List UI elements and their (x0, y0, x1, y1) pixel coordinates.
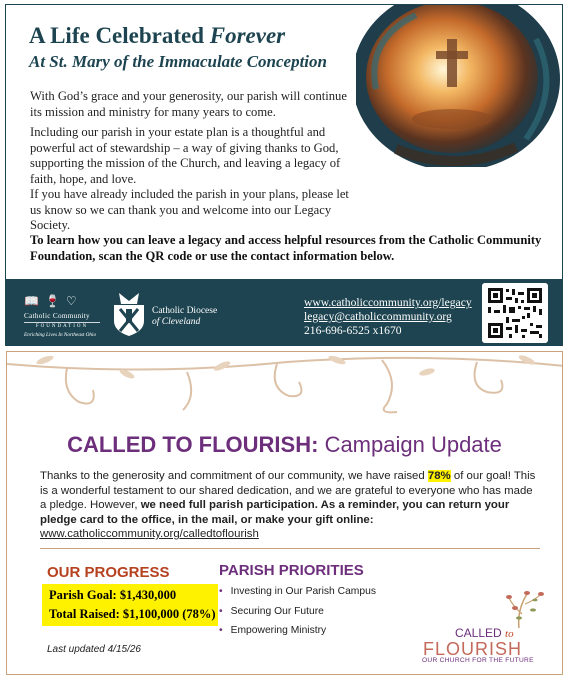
bullet-icon: • (219, 625, 223, 636)
campaign-body: Thanks to the generosity and commitment of our community, we have raised 78% of our goal! This is a wonderful testament to our shared dedication, and we are grateful to everyone who has made a pledge. However, we need full parish participation. As a reminder, you can return your pledge card to the office, in the mail, or make your gift online: www.catholiccommunity.org/calledtoflourish (40, 470, 536, 540)
legacy-call-to-action: To learn how you can leave a legacy and access helpful resources from the Catholic Community Foundation, scan the QR code or use the contact information below. (30, 233, 542, 263)
progress-heading: OUR PROGRESS (47, 564, 170, 581)
ccf-tagline: Enriching Lives In Northeast Ohio (24, 332, 97, 338)
logo-to: to (505, 628, 514, 640)
logo-called: CALLED (455, 626, 502, 640)
logo-tagline: OUR CHURCH FOR THE FUTURE (422, 657, 534, 664)
priorities-list (219, 586, 376, 645)
legacy-title: A Life Celebrated Forever (29, 23, 286, 48)
list-item: • Empowering Ministry (219, 625, 327, 636)
list-item: • Securing Our Future (219, 605, 324, 617)
email-link[interactable]: legacy@catholiccommunity.org (304, 310, 452, 323)
diocese-seal-icon (110, 291, 148, 337)
campaign-title: CALLED TO FLOURISH: Campaign Update (67, 432, 502, 457)
progress-box (42, 584, 218, 626)
list-item: • Investing in Our Parish Campus (219, 586, 376, 597)
bullet-icon: • (219, 586, 223, 597)
branch-icon (419, 588, 552, 628)
legacy-subtitle: At St. Mary of the Immaculate Conception (29, 52, 327, 71)
percent-highlight: 78% (427, 470, 451, 482)
diocese-name: Catholic Diocese of Cleveland (152, 306, 218, 327)
vine-ornament (7, 352, 563, 422)
priorities-heading: PARISH PRIORITIES (219, 562, 364, 579)
last-updated: Last updated 4/15/26 (47, 644, 141, 655)
ccf-foundation: FOUNDATION (35, 324, 89, 329)
campaign-url-link[interactable]: www.catholiccommunity.org/calledtoflourish (40, 528, 259, 540)
contact-info (304, 296, 472, 338)
book-icon: 📖 (24, 293, 39, 308)
parish-goal: Parish Goal: $1,430,000 (49, 588, 177, 602)
campaign-section (6, 351, 563, 675)
divider (40, 548, 540, 549)
ccf-name: Catholic Community (24, 312, 100, 323)
cave-cross-illustration (356, 4, 563, 167)
contact-band (6, 279, 562, 346)
total-raised: Total Raised: $1,100,000 (78%) (49, 607, 216, 621)
legacy-paragraph: With God’s grace and your generosity, our parish will continue its mission and ministry for many years to come. (30, 89, 347, 119)
legacy-paragraph: Including our parish in your estate plan is a thoughtful and powerful act of stewardship – a way of giving thanks to God, supporting the mission of the Church, and leaving a legacy of faith, hope, and love. (30, 125, 341, 186)
chalice-icon: 🍷 (44, 293, 60, 308)
heart-hands-icon: ♡ (65, 293, 77, 308)
phone-number: 216-696-6525 x1670 (304, 324, 402, 337)
called-to-flourish-logo (419, 588, 552, 666)
bullet-icon: • (219, 605, 223, 617)
catholic-community-foundation-logo (24, 293, 100, 338)
qr-code[interactable] (482, 283, 548, 343)
legacy-paragraph: If you have already included the parish in your plans, please let us know so we can thank you and welcome into our Legacy Society. (30, 187, 349, 232)
logo-flourish: FLOURISH (423, 639, 523, 659)
legacy-section (5, 4, 563, 346)
website-link[interactable]: www.catholiccommunity.org/legacy (304, 296, 472, 309)
